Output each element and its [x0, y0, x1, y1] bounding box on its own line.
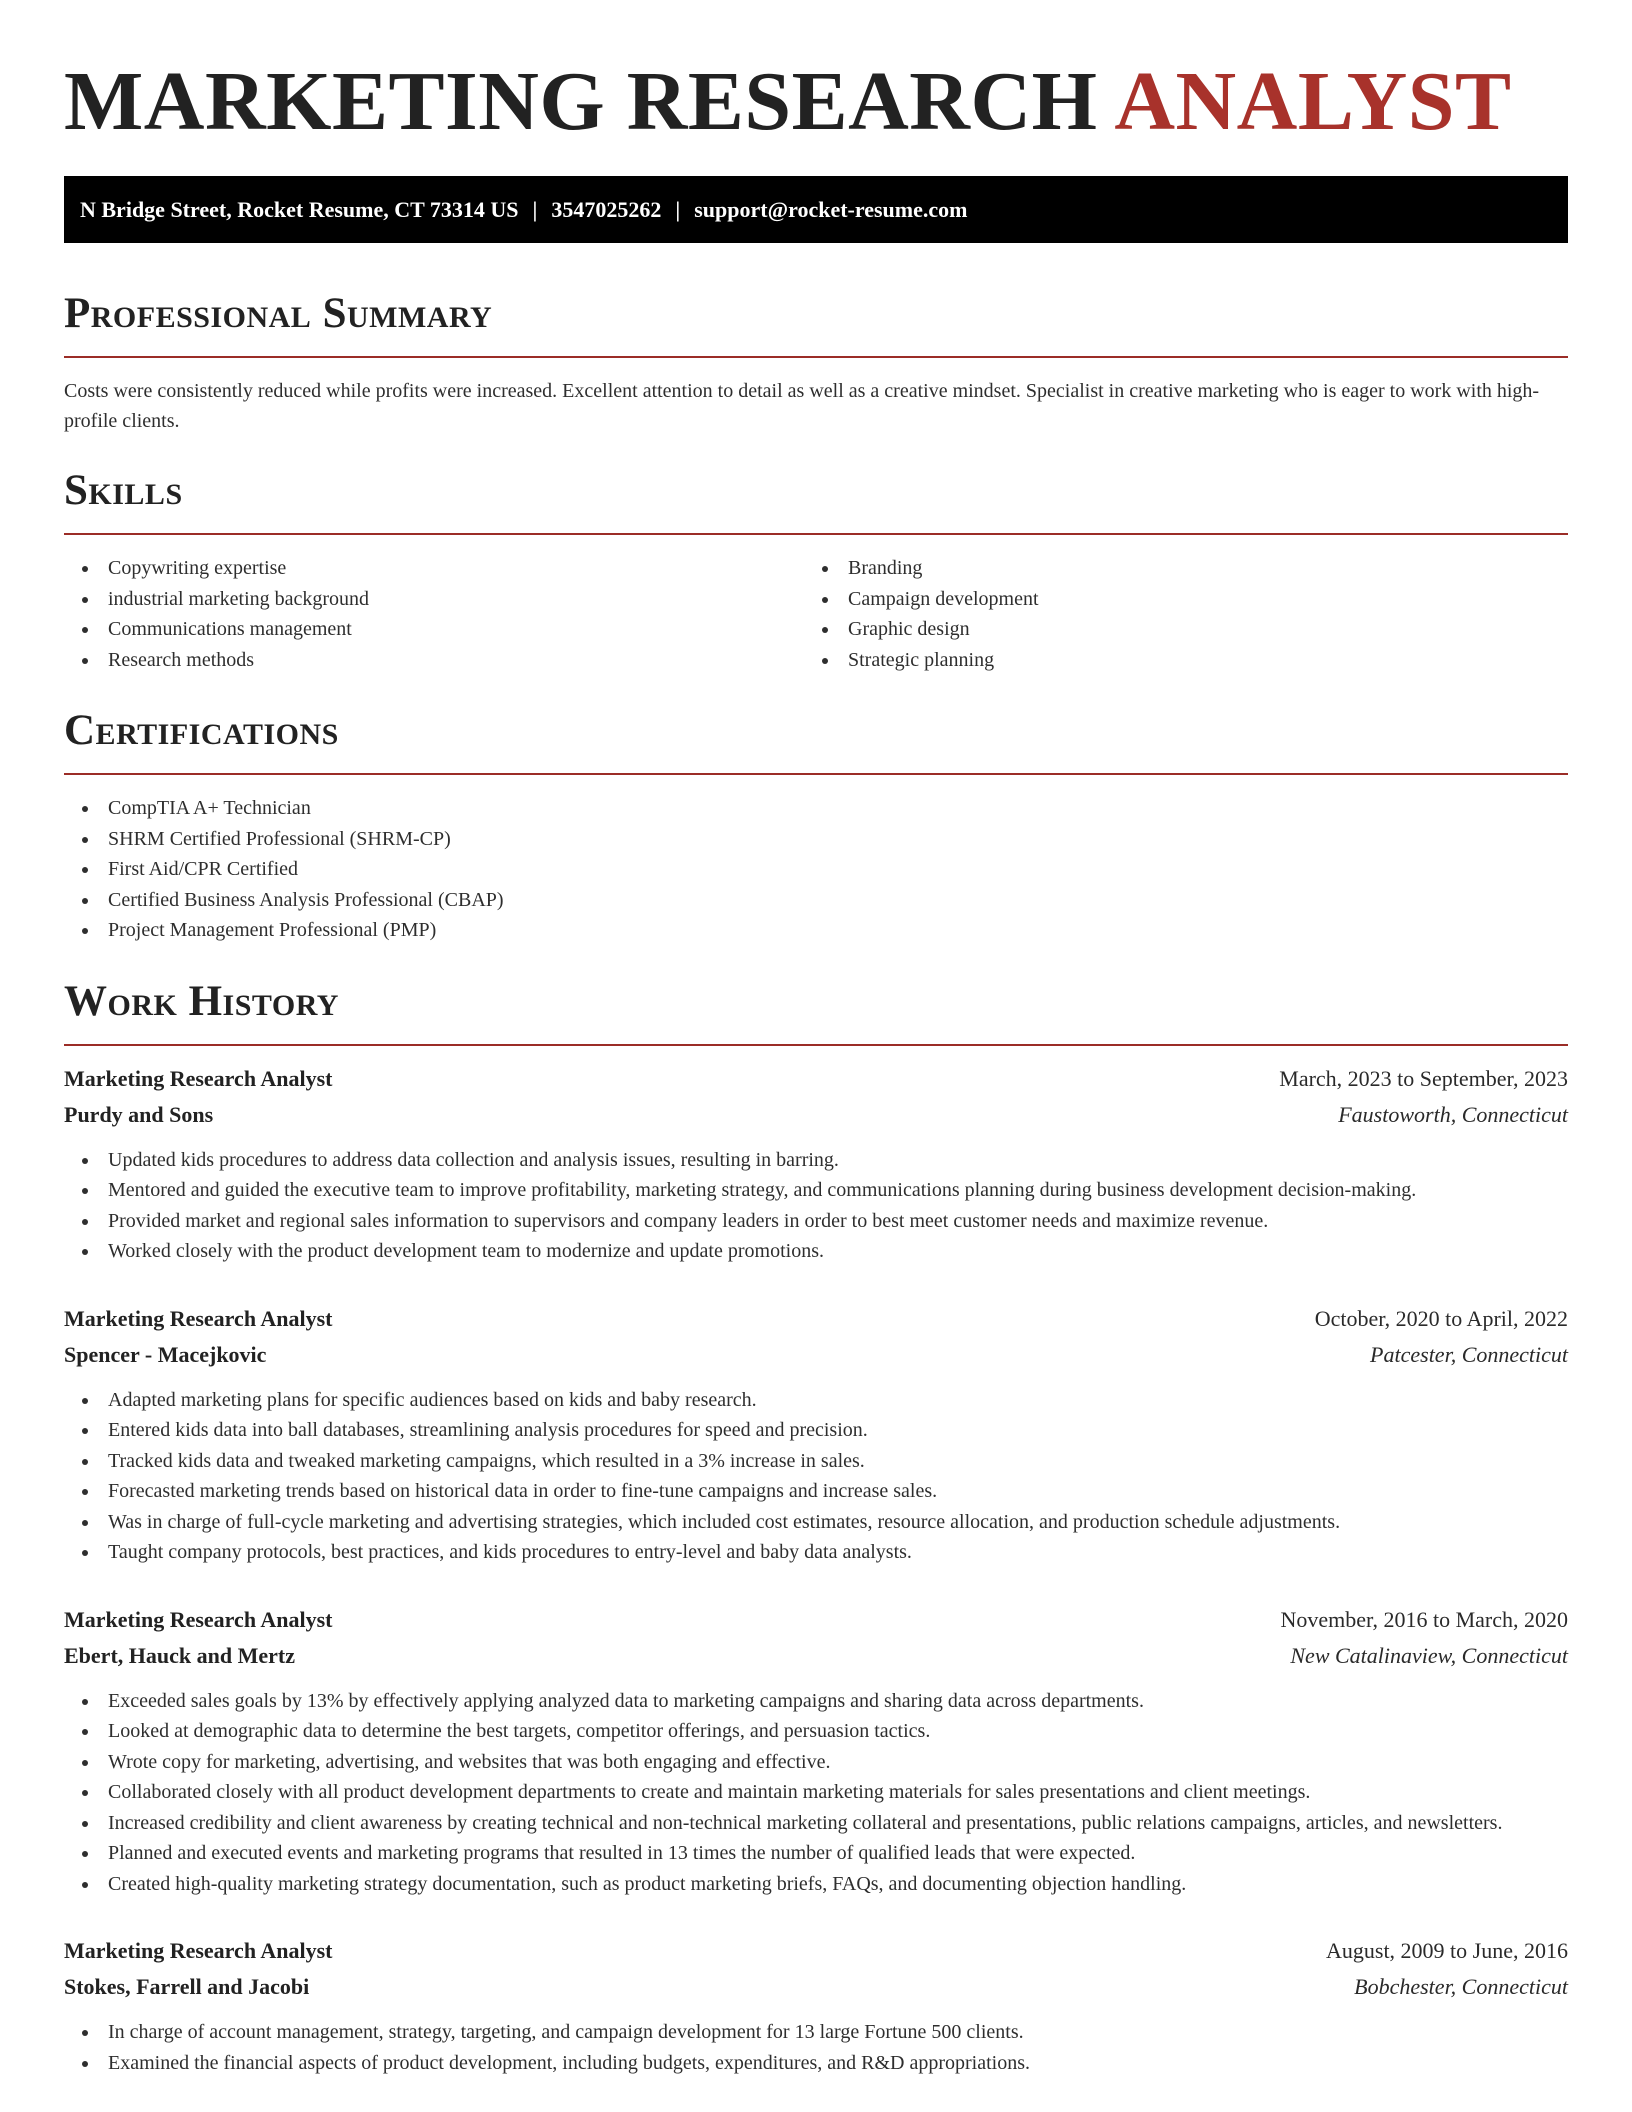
section-divider [64, 533, 1568, 535]
job-company: Purdy and Sons [64, 1101, 214, 1127]
work-history-section [64, 972, 1568, 2079]
job-company: Spencer - Macejkovic [64, 1341, 267, 1367]
job-bullet: Exceeded sales goals by 13% by effectively applying analyzed data to marketing campaigns and sharing data across departments. [64, 1686, 1568, 1717]
job-bullet: Taught company protocols, best practices, and kids procedures to entry-level and baby data analysts. [64, 1537, 1568, 1568]
job-bullet: Planned and executed events and marketing programs that resulted in 13 times the number of qualified leads that were expected. [64, 1838, 1568, 1869]
job-header-row [64, 1933, 1568, 1969]
job-bullet: Updated kids procedures to address data collection and analysis issues, resulting in barring. [64, 1145, 1568, 1176]
job-subheader-row [64, 1969, 1568, 2005]
job-dates: August, 2009 to June, 2016 [1326, 1938, 1568, 1963]
job-subheader-row [64, 1337, 1568, 1373]
job-title: Marketing Research Analyst [64, 1305, 333, 1331]
summary-text: Costs were consistently reduced while profits were increased. Excellent attention to detail as well as a creative mindset. Specialist in creative marketing who is eager to work with high-profile clients. [64, 380, 1540, 432]
job-entry [64, 1602, 1568, 1900]
job-bullet: Increased credibility and client awareness by creating technical and non-technical marketing collateral and presentations, public relations campaigns, articles, and newsletters. [64, 1808, 1568, 1839]
section-title-summary: Professional Summary [64, 290, 493, 337]
skill-item: Graphic design [804, 614, 1544, 645]
job-bullet: Looked at demographic data to determine the best targets, competitor offerings, and persuasion tactics. [64, 1716, 1568, 1747]
skill-item: Branding [804, 553, 1544, 584]
job-bullet: Was in charge of full-cycle marketing and advertising strategies, which included cost estimates, resource allocation, and production schedule adjustments. [64, 1507, 1568, 1538]
job-dates: October, 2020 to April, 2022 [1314, 1305, 1568, 1331]
resume-page [64, 0, 1568, 2078]
summary-section [64, 284, 1568, 436]
job-title: Marketing Research Analyst [64, 1606, 333, 1632]
name-accent: ANALYST [1114, 55, 1512, 148]
skill-item: Campaign development [804, 584, 1544, 615]
certification-item: SHRM Certified Professional (SHRM-CP) [64, 824, 1568, 855]
section-divider [64, 773, 1568, 775]
contact-phone: 3547025262 [551, 197, 662, 222]
contact-separator: | [532, 197, 538, 222]
job-title: Marketing Research Analyst [64, 1065, 333, 1091]
job-dates: November, 2016 to March, 2020 [1280, 1606, 1568, 1632]
job-subheader-row [64, 1638, 1568, 1674]
job-bullet: Tracked kids data and tweaked marketing campaigns, which resulted in a 3% increase in sales. [64, 1446, 1568, 1477]
job-bullet-list [64, 1385, 1568, 1568]
skills-list-left [64, 553, 804, 675]
skill-item: Strategic planning [804, 645, 1544, 676]
job-title: Marketing Research Analyst [64, 1938, 333, 1963]
section-title-certifications: Certifications [64, 707, 339, 754]
job-bullet-list [64, 1686, 1568, 1900]
job-location: Bobchester, Connecticut [1354, 1974, 1568, 1999]
job-bullet: Examined the financial aspects of product development, including budgets, expenditures, and R&D appropriations. [64, 2048, 1568, 2079]
certification-item: Certified Business Analysis Professional (CBAP) [64, 885, 1568, 916]
job-bullet: Mentored and guided the executive team to improve profitability, marketing strategy, and communications planning during business development decision-making. [64, 1175, 1568, 1206]
job-dates: March, 2023 to September, 2023 [1279, 1065, 1568, 1091]
job-bullet-list [64, 2017, 1568, 2078]
job-bullet: Forecasted marketing trends based on historical data in order to fine-tune campaigns and increase sales. [64, 1476, 1568, 1507]
skill-item: Research methods [64, 645, 804, 676]
job-header-row [64, 1301, 1568, 1337]
skill-item: Copywriting expertise [64, 553, 804, 584]
job-bullet: In charge of account management, strategy, targeting, and campaign development for 13 large Fortune 500 clients. [64, 2017, 1568, 2048]
job-location: Faustoworth, Connecticut [1338, 1101, 1568, 1127]
job-bullet: Entered kids data into ball databases, streamlining analysis procedures for speed and precision. [64, 1415, 1568, 1446]
job-entry [64, 1061, 1568, 1267]
skills-section [64, 461, 1568, 675]
certification-item: CompTIA A+ Technician [64, 793, 1568, 824]
job-company: Stokes, Farrell and Jacobi [64, 1974, 310, 1999]
job-header-row [64, 1602, 1568, 1638]
section-divider [64, 356, 1568, 358]
contact-address: N Bridge Street, Rocket Resume, CT 73314 US [80, 197, 519, 222]
job-bullet: Worked closely with the product development team to modernize and update promotions. [64, 1236, 1568, 1267]
job-entry [64, 1301, 1568, 1568]
job-bullet-list [64, 1145, 1568, 1267]
name-main: MARKETING RESEARCH [64, 55, 1098, 148]
certifications-list [64, 793, 1568, 946]
certifications-section [64, 701, 1568, 946]
skills-grid [64, 553, 1568, 675]
job-location: New Catalinaview, Connecticut [1290, 1642, 1568, 1668]
skill-item: Communications management [64, 614, 804, 645]
certification-item: First Aid/CPR Certified [64, 854, 1568, 885]
section-divider [64, 1044, 1568, 1046]
job-bullet: Provided market and regional sales information to supervisors and company leaders in order to best meet customer needs and maximize revenue. [64, 1206, 1568, 1237]
contact-separator: | [675, 197, 681, 222]
job-subheader-row [64, 1097, 1568, 1133]
job-entry [64, 1933, 1568, 2078]
certification-item: Project Management Professional (PMP) [64, 915, 1568, 946]
contact-email: support@rocket-resume.com [694, 197, 968, 222]
job-bullet: Adapted marketing plans for specific audiences based on kids and baby research. [64, 1385, 1568, 1416]
section-title-skills: Skills [64, 467, 183, 514]
section-title-work-history: Work History [64, 977, 339, 1025]
job-bullet: Wrote copy for marketing, advertising, and websites that was both engaging and effective. [64, 1747, 1568, 1778]
job-location: Patcester, Connecticut [1370, 1341, 1568, 1367]
job-bullet: Collaborated closely with all product development departments to create and maintain marketing materials for sales presentations and client meetings. [64, 1777, 1568, 1808]
job-header-row [64, 1061, 1568, 1097]
skill-item: industrial marketing background [64, 584, 804, 615]
skills-list-right [804, 553, 1544, 675]
contact-bar [64, 176, 1568, 243]
resume-name-heading [64, 0, 1568, 152]
job-bullet: Created high-quality marketing strategy documentation, such as product marketing briefs, FAQs, and documenting objection handling. [64, 1869, 1568, 1900]
job-company: Ebert, Hauck and Mertz [64, 1642, 295, 1668]
